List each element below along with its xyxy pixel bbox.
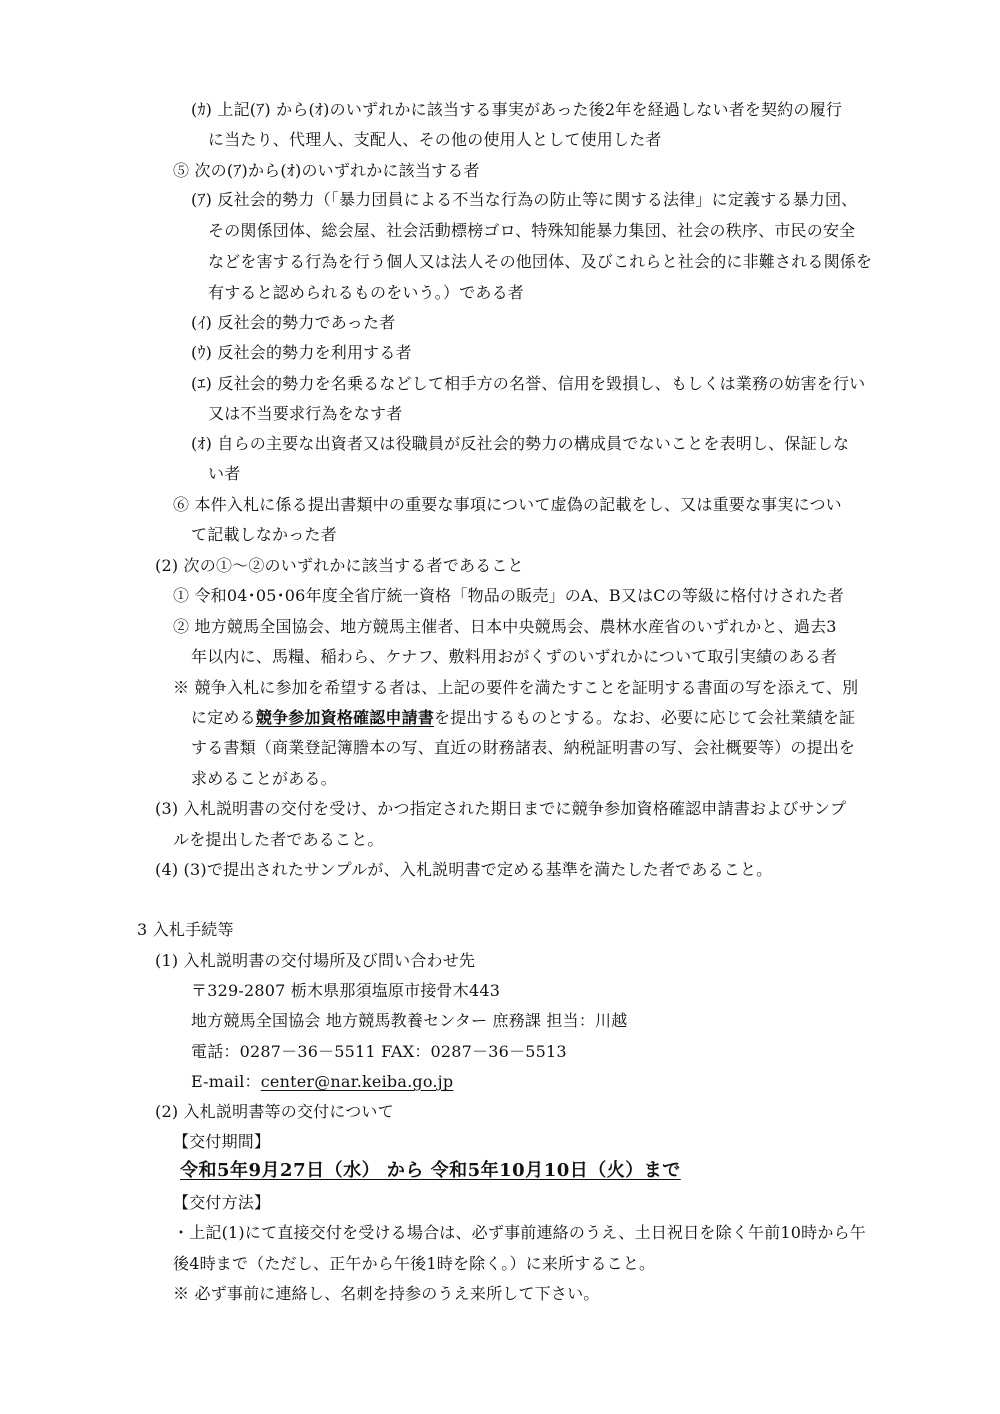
section-heading: 3 入札手続等	[137, 920, 234, 939]
text-line: ② 地方競馬全国協会、地方競馬主催者、日本中央競馬会、農林水産省のいずれかと、過去3	[173, 617, 837, 636]
contact-email-line	[191, 1071, 453, 1093]
text-line: ルを提出した者であること。	[173, 830, 384, 849]
text-line: ・上記(1)にて直接交付を受ける場合は、必ず事前連絡のうえ、土日祝日を除く午前10時から午	[173, 1223, 866, 1242]
text-fragment: を提出するものとする。なお、必要に応じて会社業績を証	[434, 708, 856, 727]
email-label: E-mail：	[191, 1072, 261, 1091]
text-line: (ｲ) 反社会的勢力であった者	[191, 313, 396, 332]
text-line: (ｴ) 反社会的勢力を名乗るなどして相手方の名誉、信用を毀損し、もしくは業務の妨害を行い	[191, 374, 866, 393]
text-line: ※ 競争入札に参加を希望する者は、上記の要件を満たすことを証明する書面の写を添えて、別	[173, 678, 859, 697]
postal-address: 〒329-2807 栃木県那須塩原市接骨木443	[191, 981, 501, 1000]
text-line: 求めることがある。	[191, 769, 337, 788]
text-line: (2) 入札説明書等の交付について	[155, 1102, 394, 1121]
text-line: い者	[208, 464, 241, 483]
text-line: て記載しなかった者	[191, 525, 337, 544]
text-line: (4) (3)で提出されたサンプルが、入札説明書で定める基準を満たした者であること。	[155, 860, 773, 879]
method-label: 【交付方法】	[173, 1193, 271, 1212]
text-line: (ｳ) 反社会的勢力を利用する者	[191, 343, 412, 362]
text-line: に当たり、代理人、支配人、その他の使用人として使用した者	[208, 130, 662, 149]
text-line: (3) 入札説明書の交付を受け、かつ指定された期日までに競争参加資格確認申請書およびサンプ	[155, 799, 847, 818]
text-line: ① 令和04･05･06年度全省庁統一資格「物品の販売」のA、B又はCの等級に格付けされた者	[173, 586, 844, 605]
text-line: ⑤ 次の(ｱ)から(ｵ)のいずれかに該当する者	[173, 161, 480, 180]
email-link[interactable]: center@nar.keiba.go.jp	[260, 1072, 454, 1091]
period-label: 【交付期間】	[173, 1132, 271, 1151]
text-line: その関係団体、総会屋、社会活動標榜ゴロ、特殊知能暴力集団、社会の秩序、市民の安全	[208, 221, 856, 240]
text-line: ⑥ 本件入札に係る提出書類中の重要な事項について虚偽の記載をし、又は重要な事実につい	[173, 495, 842, 514]
text-line: 年以内に、馬糧、稲わら、ケナフ、敷料用おがくずのいずれかについて取引実績のある者	[191, 647, 838, 666]
text-line: (1) 入札説明書の交付場所及び問い合わせ先	[155, 951, 476, 970]
text-line: (ｱ) 反社会的勢力（「暴力団員による不当な行為の防止等に関する法律」に定義する暴力団、	[191, 190, 858, 209]
text-line: 後4時まで（ただし、正午から午後1時を除く。）に来所すること。	[173, 1254, 656, 1273]
text-line: (ｵ) 自らの主要な出資者又は役職員が反社会的勢力の構成員でないことを表明し、保証しな	[191, 434, 850, 453]
text-line: (ｶ) 上記(ｱ) から(ｵ)のいずれかに該当する事実があった後2年を経過しない者を契約の履行	[191, 100, 843, 119]
text-line: (2) 次の①～②のいずれかに該当する者であること	[155, 556, 524, 575]
text-fragment: に定める	[191, 708, 256, 727]
text-line: する書類（商業登記簿謄本の写、直近の財務諸表、納税証明書の写、会社概要等）の提出を	[191, 738, 856, 757]
contact-department: 地方競馬全国協会 地方競馬教養センター 庶務課 担当：川越	[191, 1011, 628, 1030]
contact-phone-fax: 電話：0287－36－5511 FAX：0287－36－5513	[191, 1042, 567, 1061]
text-line	[191, 707, 855, 729]
text-line: 又は不当要求行為をなす者	[208, 404, 403, 423]
text-line: 有すると認められるものをいう。）である者	[208, 283, 525, 302]
text-line: などを害する行為を行う個人又は法人その他団体、及びこれらと社会的に非難される関係を	[208, 252, 873, 271]
application-form-name: 競争参加資格確認申請書	[255, 708, 435, 727]
note-line: ※ 必ず事前に連絡し、名刺を持参のうえ来所して下さい。	[173, 1284, 600, 1303]
distribution-period: 令和5年9月27日（水） から 令和5年10月10日（火）まで	[180, 1160, 681, 1181]
